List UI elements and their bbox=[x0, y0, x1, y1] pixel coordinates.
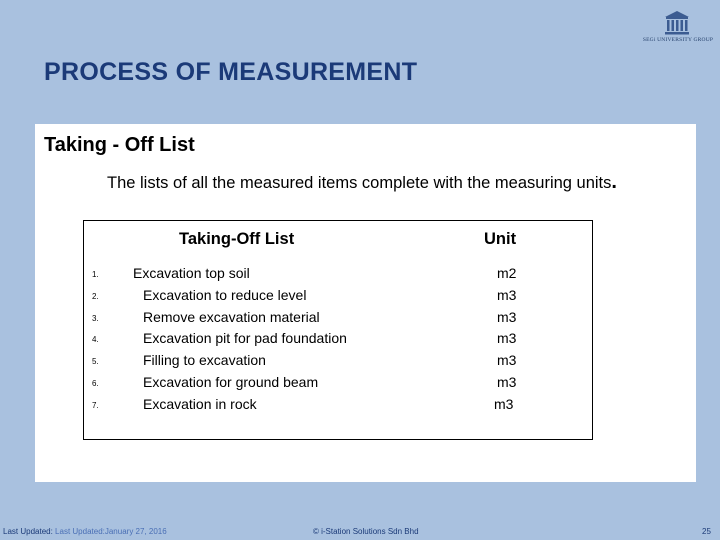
description-text: The lists of all the measured items complete with the measuring units bbox=[107, 174, 612, 192]
description-end: . bbox=[611, 171, 617, 193]
row-unit: m3 bbox=[497, 287, 517, 303]
table-row bbox=[84, 396, 592, 417]
taking-off-table bbox=[83, 220, 593, 440]
table-row bbox=[84, 265, 592, 286]
table-row bbox=[84, 374, 592, 395]
table-row bbox=[84, 287, 592, 308]
table-row bbox=[84, 330, 592, 351]
university-logo bbox=[636, 10, 718, 43]
row-unit: m3 bbox=[497, 330, 517, 346]
table-header-item: Taking-Off List bbox=[179, 230, 295, 248]
row-unit: m2 bbox=[497, 265, 517, 281]
row-number: 4. bbox=[92, 335, 99, 344]
row-unit: m3 bbox=[494, 396, 514, 412]
row-number: 5. bbox=[92, 357, 99, 366]
table-header-unit: Unit bbox=[484, 230, 517, 248]
page-number: 25 bbox=[702, 527, 711, 536]
table-row bbox=[84, 309, 592, 330]
row-item: Excavation for ground beam bbox=[143, 374, 319, 390]
row-number: 3. bbox=[92, 314, 99, 323]
row-item: Excavation top soil bbox=[133, 265, 250, 281]
row-number: 1. bbox=[92, 270, 99, 279]
row-unit: m3 bbox=[497, 374, 517, 390]
row-item: Excavation in rock bbox=[143, 396, 257, 412]
row-item: Filling to excavation bbox=[143, 352, 266, 368]
footer-copyright: © i-Station Solutions Sdn Bhd bbox=[313, 527, 419, 536]
row-item: Excavation pit for pad foundation bbox=[143, 330, 347, 346]
row-unit: m3 bbox=[497, 309, 517, 325]
logo-text: SEGi UNIVERSITY GROUP bbox=[642, 37, 714, 43]
footer-updated-label: Last Updated: bbox=[3, 527, 53, 536]
table-row bbox=[84, 352, 592, 373]
description bbox=[107, 168, 687, 198]
row-number: 2. bbox=[92, 292, 99, 301]
footer-updated-value: Last Updated:January 27, 2016 bbox=[55, 527, 167, 536]
row-unit: m3 bbox=[497, 352, 517, 368]
row-item: Excavation to reduce level bbox=[143, 287, 307, 303]
row-item: Remove excavation material bbox=[143, 309, 320, 325]
content-panel bbox=[35, 124, 696, 482]
university-building-icon bbox=[662, 10, 692, 36]
slide-title: PROCESS OF MEASUREMENT bbox=[44, 58, 418, 86]
row-number: 6. bbox=[92, 379, 99, 388]
section-heading: Taking - Off List bbox=[44, 134, 195, 156]
footer-updated bbox=[3, 527, 167, 536]
row-number: 7. bbox=[92, 401, 99, 410]
